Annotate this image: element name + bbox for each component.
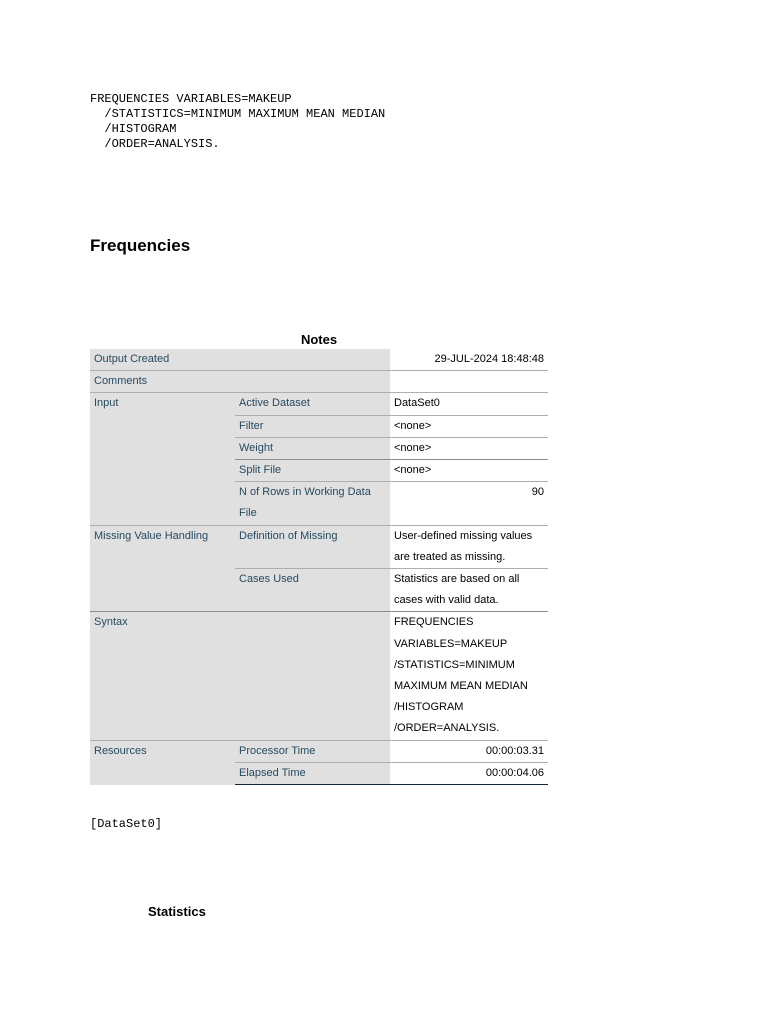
comments-label: Comments <box>90 371 390 393</box>
active-dataset-label: Active Dataset <box>235 393 390 415</box>
table-row <box>90 740 548 762</box>
notes-table-title: Notes <box>300 332 338 347</box>
cases-used-value: Statistics are based on all cases with valid data. <box>390 569 548 612</box>
filter-label: Filter <box>235 415 390 437</box>
syntax-command-log: FREQUENCIES VARIABLES=MAKEUP /STATISTICS=MINIMUM MAXIMUM MEAN MEDIAN /HISTOGRAM /ORDER=ANALYSIS. <box>90 92 386 151</box>
notes-table <box>90 349 548 785</box>
elapsed-time-label: Elapsed Time <box>235 762 390 784</box>
table-row <box>90 371 548 393</box>
resources-label: Resources <box>90 740 235 784</box>
processor-time-label: Processor Time <box>235 740 390 762</box>
split-file-value: <none> <box>390 460 548 482</box>
dataset-tag: [DataSet0] <box>90 817 163 831</box>
definition-missing-label: Definition of Missing <box>235 525 390 568</box>
filter-value: <none> <box>390 415 548 437</box>
syntax-label: Syntax <box>90 612 390 740</box>
split-file-label: Split File <box>235 460 390 482</box>
active-dataset-value: DataSet0 <box>390 393 548 415</box>
processor-time-value: 00:00:03.31 <box>390 740 548 762</box>
table-row <box>90 525 548 568</box>
n-rows-value: 90 <box>390 482 548 525</box>
definition-missing-value: User-defined missing values are treated as missing. <box>390 525 548 568</box>
syntax-value: FREQUENCIES VARIABLES=MAKEUP /STATISTICS=MINIMUM MAXIMUM MEAN MEDIAN /HISTOGRAM /ORDER=ANALYSIS. <box>390 612 548 740</box>
input-label: Input <box>90 393 235 525</box>
n-rows-label: N of Rows in Working Data File <box>235 482 390 525</box>
weight-label: Weight <box>235 437 390 459</box>
output-created-value: 29-JUL-2024 18:48:48 <box>390 349 548 371</box>
statistics-table-title: Statistics <box>148 904 206 919</box>
missing-value-handling-label: Missing Value Handling <box>90 525 235 612</box>
frequencies-heading: Frequencies <box>90 236 191 255</box>
table-row <box>90 349 548 371</box>
comments-value <box>390 371 548 393</box>
table-row <box>90 612 548 740</box>
cases-used-label: Cases Used <box>235 569 390 612</box>
elapsed-time-value: 00:00:04.06 <box>390 762 548 784</box>
weight-value: <none> <box>390 437 548 459</box>
output-created-label: Output Created <box>90 349 390 371</box>
table-row <box>90 393 548 415</box>
